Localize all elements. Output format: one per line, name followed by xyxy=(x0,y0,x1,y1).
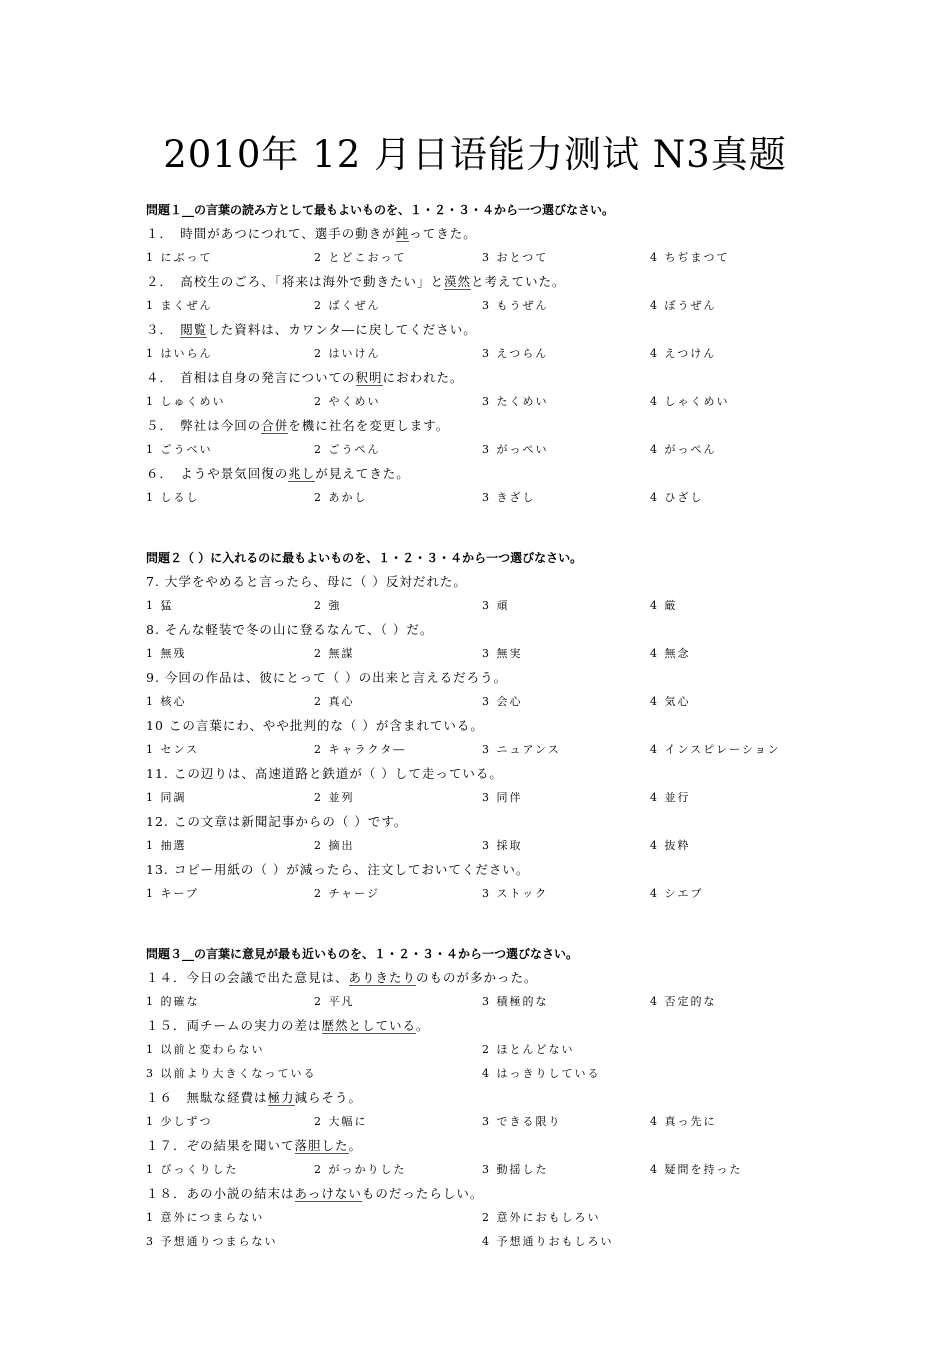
option: 4 無念 xyxy=(650,647,691,660)
option: 2 はいけん xyxy=(314,347,381,360)
question-4: ４． 首相は自身の発言についての釈明におわれた。 xyxy=(146,370,464,385)
options-row xyxy=(146,834,846,858)
option: 4 ぼうぜん xyxy=(650,299,717,312)
option: 4 しゃくめい xyxy=(650,395,730,408)
question-10: 10 この言葉にわ、やや批判的な（ ）が含まれている。 xyxy=(146,718,484,733)
options-row xyxy=(146,990,846,1014)
option: 4 はっきりしている xyxy=(482,1067,601,1080)
option: 2 がっかりした xyxy=(314,1163,407,1176)
question-11: 11. この辺りは、高速道路と鉄道が（ ）して走っている。 xyxy=(146,766,503,781)
option: 1 センス xyxy=(146,743,200,756)
option: 1 しるし xyxy=(146,491,200,504)
underlined-word: 歴然としている xyxy=(321,1018,417,1033)
option: 2 やくめい xyxy=(314,395,381,408)
underlined-word: 閲覧 xyxy=(180,322,208,337)
question-5: ５． 弊社は今回の合併を機に社名を変更します。 xyxy=(146,418,450,433)
options-row xyxy=(146,1230,846,1254)
option: 2 ごうぺん xyxy=(314,443,381,456)
option: 2 チャージ xyxy=(314,887,380,900)
section-heading: 問題２（ ）に入れるのに最もよいものを、１・２・３・４から一つ選びなさい。 xyxy=(146,551,583,565)
option: 3 もうぜん xyxy=(482,299,549,312)
question-14: １４．今日の会議で出た意見は、ありきたりのものが多かった。 xyxy=(146,970,538,985)
options-row xyxy=(146,1158,846,1182)
option: 3 会心 xyxy=(482,695,523,708)
options-row xyxy=(146,1206,846,1230)
options-row xyxy=(146,486,846,510)
option: 4 疑問を持った xyxy=(650,1163,743,1176)
option: 3 動揺した xyxy=(482,1163,549,1176)
page-title: 2010年 12 月日语能力测试 N3真题 xyxy=(163,133,787,176)
question-8: 8. そんな軽装で冬の山に登るなんて、（ ）だ。 xyxy=(146,622,434,637)
options-row xyxy=(146,390,846,414)
underlined-word: ありきたり xyxy=(348,970,417,985)
option: 2 とどこおって xyxy=(314,251,407,264)
option: 3 できる限り xyxy=(482,1115,562,1128)
option: 3 たくめい xyxy=(482,395,549,408)
options-row xyxy=(146,642,846,666)
option: 1 抽選 xyxy=(146,839,187,852)
underlined-word: 兆し xyxy=(288,466,316,481)
option: 4 厳 xyxy=(650,599,678,612)
question-16: １６ 無駄な経費は極力減らそう。 xyxy=(146,1090,363,1105)
option: 2 ほとんどない xyxy=(482,1043,575,1056)
option: 1 同調 xyxy=(146,791,187,804)
underlined-word: 鈍 xyxy=(395,226,410,241)
option: 4 真っ先に xyxy=(650,1115,717,1128)
section-heading: 問題１__の言葉の読み方として最もよいものを、１・２・３・４から一つ選びなさい。 xyxy=(146,203,615,217)
question-6: ６． ようや景気回復の兆しが見えてきた。 xyxy=(146,466,410,481)
section-1 xyxy=(146,198,846,510)
section-2 xyxy=(146,546,846,906)
exam-content xyxy=(146,198,846,1272)
option: 4 シエブ xyxy=(650,887,704,900)
option: 2 並列 xyxy=(314,791,355,804)
option: 1 核心 xyxy=(146,695,187,708)
question-1: １． 時間があつにつれて、選手の動きが鈍ってきた。 xyxy=(146,226,477,241)
underlined-word: 釈明 xyxy=(355,370,383,385)
option: 4 気心 xyxy=(650,695,691,708)
question-3: ３． 閲覧した資料は、カワンタ―に戻してください。 xyxy=(146,322,477,337)
option: 2 摘出 xyxy=(314,839,355,852)
options-row xyxy=(146,786,846,810)
option: 3 同伴 xyxy=(482,791,523,804)
option: 4 否定的な xyxy=(650,995,717,1008)
options-row xyxy=(146,690,846,714)
option: 1 以前と変わらない xyxy=(146,1043,265,1056)
options-row xyxy=(146,1038,846,1062)
option: 1 びっくりした xyxy=(146,1163,239,1176)
options-row xyxy=(146,738,846,762)
option: 3 がっぺい xyxy=(482,443,549,456)
underlined-word: あっけない xyxy=(294,1186,362,1201)
option: 1 しゅくめい xyxy=(146,395,226,408)
option: 1 的確な xyxy=(146,995,200,1008)
option: 1 無残 xyxy=(146,647,187,660)
option: 1 猛 xyxy=(146,599,174,612)
option: 3 頑 xyxy=(482,599,510,612)
option: 3 きざし xyxy=(482,491,536,504)
option: 1 少しずつ xyxy=(146,1115,213,1128)
option: 1 キーブ xyxy=(146,887,199,900)
question-7: 7. 大学をやめると言ったら、母に（ ）反対だれた。 xyxy=(146,574,467,589)
question-9: 9. 今回の作品は、彼にとって（ ）の出来と言えるだろう。 xyxy=(146,670,508,685)
option: 2 あかし xyxy=(314,491,368,504)
option: 3 予想通りつまらない xyxy=(146,1235,278,1248)
option: 4 ちぢまつて xyxy=(650,251,730,264)
options-row xyxy=(146,1110,846,1134)
underlined-word: 極力 xyxy=(267,1090,295,1105)
option: 3 えつらん xyxy=(482,347,549,360)
option: 3 以前より大きくなっている xyxy=(146,1067,317,1080)
option: 3 ニュアンス xyxy=(482,743,561,756)
option: 3 積極的な xyxy=(482,995,549,1008)
underlined-word: 合併 xyxy=(261,418,289,433)
options-row xyxy=(146,294,846,318)
underlined-word: 漠然 xyxy=(444,274,472,289)
question-12: 12. この文章は新聞記事からの（ ）です。 xyxy=(146,814,408,829)
option: 2 キャラクタ― xyxy=(314,743,407,756)
section-heading: 問題３__の言葉に意見が最も近いものを、１・２・３・４から一つ選びなさい。 xyxy=(146,947,579,961)
option: 3 無実 xyxy=(482,647,523,660)
question-18: １８．あの小説の結末はあっけないものだったらしい。 xyxy=(146,1186,484,1201)
option: 4 抜粋 xyxy=(650,839,691,852)
options-row xyxy=(146,342,846,366)
question-15: １５．両チームの実力の差は歴然としている。 xyxy=(146,1018,430,1033)
option: 2 平凡 xyxy=(314,995,355,1008)
underlined-word: 落胆した xyxy=(294,1138,349,1153)
options-row xyxy=(146,246,846,270)
section-3 xyxy=(146,942,846,1254)
option: 4 インスピレーション xyxy=(650,743,781,756)
option: 1 はいらん xyxy=(146,347,213,360)
option: 1 ごうべい xyxy=(146,443,213,456)
option: 4 並行 xyxy=(650,791,691,804)
option: 4 予想通りおもしろい xyxy=(482,1235,614,1248)
option: 1 にぶって xyxy=(146,251,213,264)
question-2: ２． 高校生のごろ、「将来は海外で動きたい」と漠然と考えていた。 xyxy=(146,274,566,289)
options-row xyxy=(146,438,846,462)
option: 4 えつけん xyxy=(650,347,717,360)
option: 3 おとつて xyxy=(482,251,549,264)
option: 4 ひざし xyxy=(650,491,704,504)
options-row xyxy=(146,882,846,906)
question-17: １７．ぞの結果を聞いて落胆した。 xyxy=(146,1138,363,1153)
option: 2 大幅に xyxy=(314,1115,368,1128)
option: 3 ストック xyxy=(482,887,549,900)
option: 1 意外につまらない xyxy=(146,1211,265,1224)
options-row xyxy=(146,594,846,618)
option: 2 無謀 xyxy=(314,647,355,660)
option: 1 まくぜん xyxy=(146,299,213,312)
option: 3 採取 xyxy=(482,839,523,852)
question-13: 13. コピー用紙の（ ）が減ったら、注文しておいてください。 xyxy=(146,862,530,877)
options-row xyxy=(146,1062,846,1086)
option: 2 ばくぜん xyxy=(314,299,381,312)
option: 4 がっぺん xyxy=(650,443,717,456)
option: 2 意外におもしろい xyxy=(482,1211,601,1224)
option: 2 真心 xyxy=(314,695,355,708)
option: 2 強 xyxy=(314,599,342,612)
